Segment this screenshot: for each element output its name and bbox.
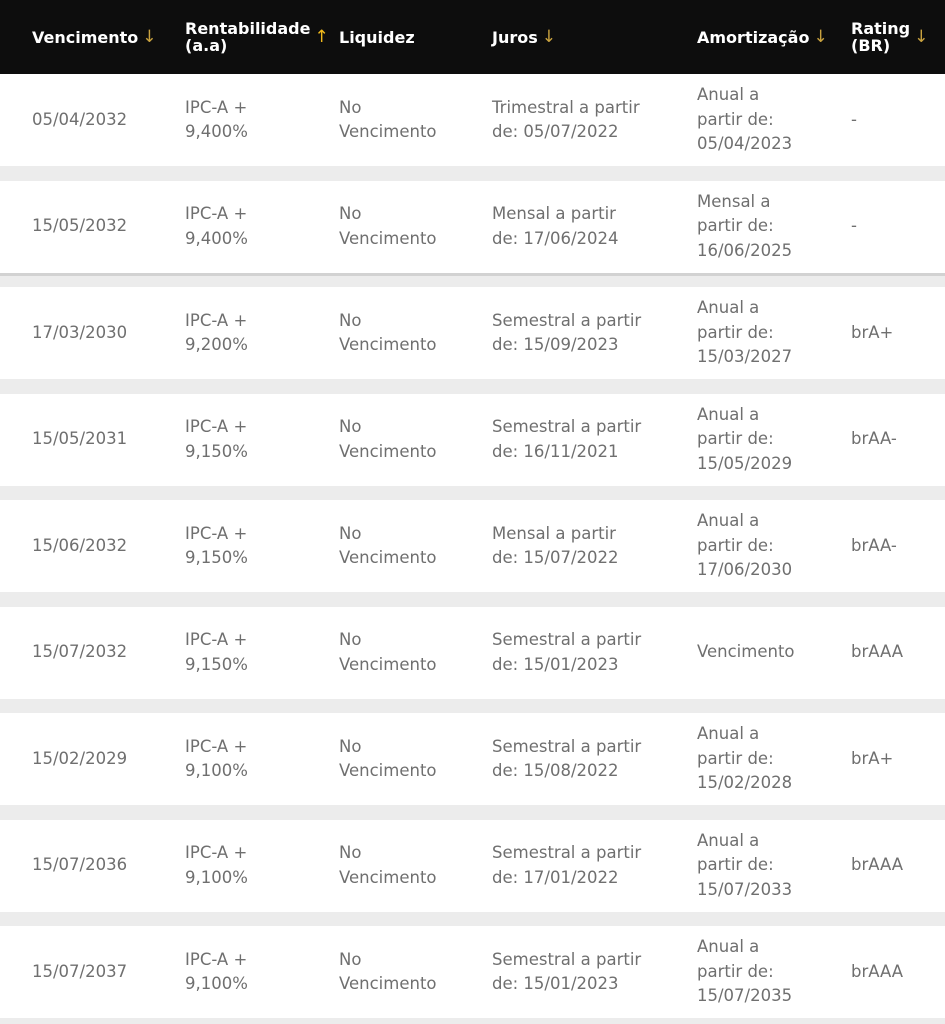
juros-value: Semestral a partir de: 15/01/2023 bbox=[492, 949, 642, 993]
cell-rentabilidade bbox=[185, 287, 248, 379]
table-row[interactable] bbox=[0, 820, 945, 912]
rentabilidade-value: IPC-A + 9,100% bbox=[185, 736, 248, 780]
cell-amortizacao bbox=[697, 820, 792, 912]
liquidez-value: No Vencimento bbox=[339, 736, 437, 780]
cell-rating bbox=[851, 713, 893, 805]
cell-rentabilidade bbox=[185, 713, 248, 805]
cell-juros bbox=[492, 500, 619, 592]
cell-vencimento bbox=[32, 926, 127, 1018]
cell-vencimento bbox=[32, 74, 127, 166]
cell-amortizacao bbox=[697, 500, 792, 592]
cell-liquidez bbox=[339, 926, 437, 1018]
vencimento-value: 15/02/2029 bbox=[32, 748, 128, 768]
table-row[interactable] bbox=[0, 181, 945, 273]
cell-rating bbox=[851, 287, 893, 379]
table-row[interactable] bbox=[0, 713, 945, 805]
cell-rentabilidade bbox=[185, 394, 248, 486]
liquidez-value: No Vencimento bbox=[339, 523, 437, 567]
cell-liquidez bbox=[339, 394, 437, 486]
column-header-amortizacao[interactable]: Amortização ↓ bbox=[697, 26, 828, 47]
sort-arrow-down-icon[interactable]: ↓ bbox=[142, 26, 157, 47]
cell-juros bbox=[492, 74, 640, 166]
column-header-rating[interactable]: Rating (BR) ↓ bbox=[851, 19, 929, 55]
rating-value: - bbox=[851, 216, 857, 236]
amortizacao-value: Anual a partir de: 15/02/2028 bbox=[697, 724, 793, 793]
vencimento-value: 17/03/2030 bbox=[32, 322, 128, 342]
cell-rating bbox=[851, 74, 857, 166]
cell-vencimento bbox=[32, 713, 127, 805]
cell-vencimento bbox=[32, 394, 127, 486]
vencimento-value: 05/04/2032 bbox=[32, 109, 128, 129]
cell-liquidez bbox=[339, 287, 437, 379]
rentabilidade-value: IPC-A + 9,400% bbox=[185, 204, 248, 248]
cell-amortizacao bbox=[697, 287, 792, 379]
cell-amortizacao bbox=[697, 394, 792, 486]
amortizacao-value: Anual a partir de: 15/07/2033 bbox=[697, 830, 793, 899]
amortizacao-value: Anual a partir de: 15/03/2027 bbox=[697, 298, 793, 367]
juros-value: Semestral a partir de: 15/08/2022 bbox=[492, 736, 642, 780]
table-row[interactable] bbox=[0, 74, 945, 166]
cell-rentabilidade bbox=[185, 607, 248, 699]
cell-juros bbox=[492, 287, 641, 379]
rating-value: brAA- bbox=[851, 429, 897, 449]
cell-rating bbox=[851, 926, 903, 1018]
juros-value: Semestral a partir de: 15/09/2023 bbox=[492, 310, 642, 354]
cell-rentabilidade bbox=[185, 926, 248, 1018]
rentabilidade-value: IPC-A + 9,100% bbox=[185, 949, 248, 993]
column-header-liquidez: Liquidez bbox=[339, 27, 415, 47]
rentabilidade-value: IPC-A + 9,150% bbox=[185, 417, 248, 461]
cell-juros bbox=[492, 181, 619, 273]
liquidez-value: No Vencimento bbox=[339, 630, 437, 674]
amortizacao-value: Anual a partir de: 05/04/2023 bbox=[697, 85, 793, 154]
cell-juros bbox=[492, 820, 641, 912]
rating-value: brAAA bbox=[851, 961, 904, 981]
column-header-vencimento[interactable]: Vencimento ↓ bbox=[32, 26, 157, 47]
sort-arrow-down-icon[interactable]: ↓ bbox=[914, 26, 929, 47]
amortizacao-value: Anual a partir de: 15/07/2035 bbox=[697, 937, 793, 1006]
vencimento-value: 15/05/2032 bbox=[32, 216, 128, 236]
cell-liquidez bbox=[339, 74, 437, 166]
cell-liquidez bbox=[339, 713, 437, 805]
cell-juros bbox=[492, 926, 641, 1018]
rating-value: brAA- bbox=[851, 535, 897, 555]
sort-arrow-down-icon[interactable]: ↓ bbox=[813, 26, 828, 47]
cell-vencimento bbox=[32, 820, 127, 912]
vencimento-value: 15/06/2032 bbox=[32, 535, 128, 555]
cell-amortizacao bbox=[697, 74, 792, 166]
rating-value: brA+ bbox=[851, 322, 894, 342]
vencimento-value: 15/07/2036 bbox=[32, 855, 128, 875]
rentabilidade-value: IPC-A + 9,100% bbox=[185, 843, 248, 887]
table-row[interactable] bbox=[0, 287, 945, 379]
cell-vencimento bbox=[32, 287, 127, 379]
rentabilidade-value: IPC-A + 9,400% bbox=[185, 97, 248, 141]
vencimento-value: 15/07/2032 bbox=[32, 642, 128, 662]
liquidez-value: No Vencimento bbox=[339, 417, 437, 461]
amortizacao-value: Vencimento bbox=[697, 642, 795, 662]
cell-rentabilidade bbox=[185, 500, 248, 592]
juros-value: Semestral a partir de: 15/01/2023 bbox=[492, 630, 642, 674]
liquidez-value: No Vencimento bbox=[339, 97, 437, 141]
amortizacao-value: Anual a partir de: 15/05/2029 bbox=[697, 404, 793, 473]
cell-juros bbox=[492, 607, 641, 699]
juros-value: Semestral a partir de: 16/11/2021 bbox=[492, 417, 642, 461]
cell-vencimento bbox=[32, 607, 127, 699]
table-row[interactable] bbox=[0, 500, 945, 592]
juros-value: Mensal a partir de: 17/06/2024 bbox=[492, 204, 619, 248]
amortizacao-value: Anual a partir de: 17/06/2030 bbox=[697, 511, 793, 580]
cell-liquidez bbox=[339, 607, 437, 699]
cell-amortizacao bbox=[697, 926, 792, 1018]
cell-rating bbox=[851, 607, 903, 699]
cell-rentabilidade bbox=[185, 74, 248, 166]
cell-liquidez bbox=[339, 181, 437, 273]
cell-rating bbox=[851, 500, 897, 592]
cell-rating bbox=[851, 820, 903, 912]
cell-rating bbox=[851, 394, 897, 486]
sort-arrow-up-icon[interactable]: ↑ bbox=[314, 26, 329, 47]
rating-value: - bbox=[851, 109, 857, 129]
cell-rating bbox=[851, 181, 857, 273]
table-row[interactable] bbox=[0, 394, 945, 486]
rentabilidade-value: IPC-A + 9,150% bbox=[185, 630, 248, 674]
liquidez-value: No Vencimento bbox=[339, 949, 437, 993]
cell-liquidez bbox=[339, 500, 437, 592]
rentabilidade-value: IPC-A + 9,200% bbox=[185, 310, 248, 354]
cell-amortizacao bbox=[697, 607, 795, 699]
rentabilidade-value: IPC-A + 9,150% bbox=[185, 523, 248, 567]
sort-arrow-down-icon[interactable]: ↓ bbox=[541, 26, 556, 47]
table-header bbox=[0, 0, 945, 74]
cell-vencimento bbox=[32, 500, 127, 592]
cell-amortizacao bbox=[697, 713, 792, 805]
cell-amortizacao bbox=[697, 181, 792, 273]
cell-liquidez bbox=[339, 820, 437, 912]
rating-value: brAAA bbox=[851, 855, 904, 875]
vencimento-value: 15/07/2037 bbox=[32, 961, 128, 981]
juros-value: Trimestral a partir de: 05/07/2022 bbox=[492, 97, 640, 141]
rating-value: brA+ bbox=[851, 748, 894, 768]
juros-value: Mensal a partir de: 15/07/2022 bbox=[492, 523, 619, 567]
vencimento-value: 15/05/2031 bbox=[32, 429, 128, 449]
column-header-juros[interactable]: Juros ↓ bbox=[492, 26, 556, 47]
table-row[interactable] bbox=[0, 926, 945, 1018]
column-header-rentabilidade[interactable]: Rentabilidade (a.a) ↑ bbox=[185, 19, 329, 55]
cell-juros bbox=[492, 394, 641, 486]
rating-value: brAAA bbox=[851, 642, 904, 662]
liquidez-value: No Vencimento bbox=[339, 204, 437, 248]
liquidez-value: No Vencimento bbox=[339, 843, 437, 887]
amortizacao-value: Mensal a partir de: 16/06/2025 bbox=[697, 191, 793, 260]
juros-value: Semestral a partir de: 17/01/2022 bbox=[492, 843, 642, 887]
table-body bbox=[0, 74, 945, 1018]
liquidez-value: No Vencimento bbox=[339, 310, 437, 354]
cell-rentabilidade bbox=[185, 181, 248, 273]
cell-rentabilidade bbox=[185, 820, 248, 912]
table-row[interactable] bbox=[0, 607, 945, 699]
cell-vencimento bbox=[32, 181, 127, 273]
cell-juros bbox=[492, 713, 641, 805]
